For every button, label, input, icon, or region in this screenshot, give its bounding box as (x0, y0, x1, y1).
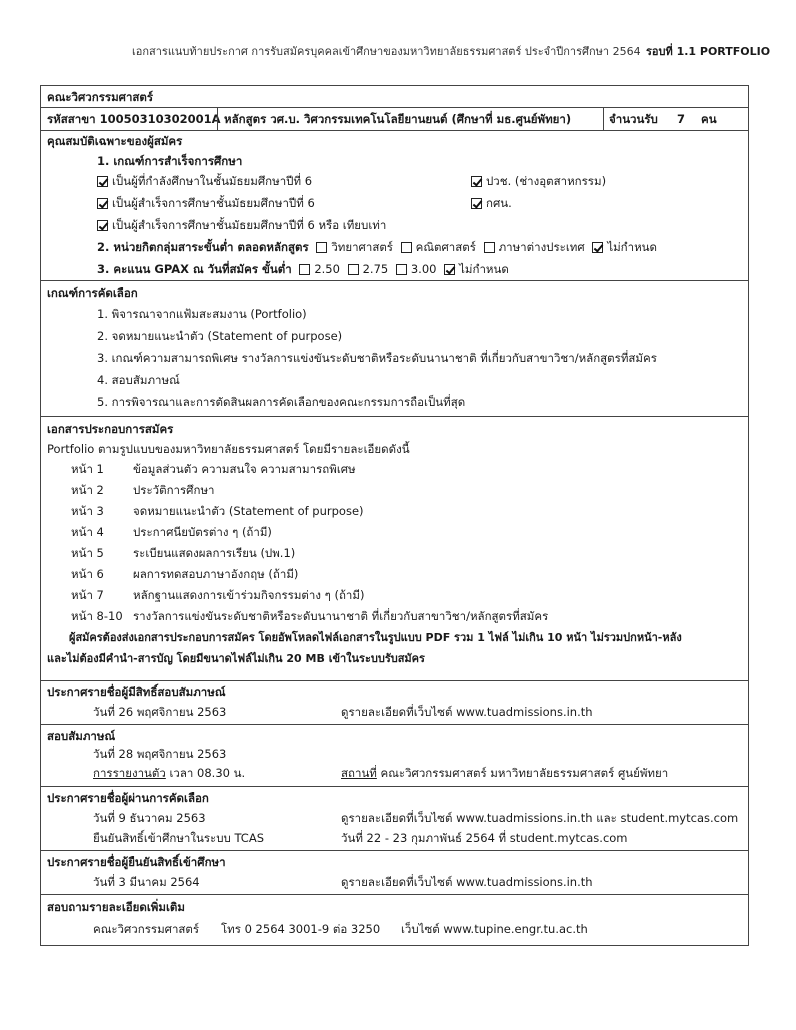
contact-section (41, 895, 748, 945)
interview-section (41, 725, 748, 787)
selection-section (41, 281, 748, 417)
doc-page-label: หน้า 5 (71, 546, 104, 560)
doc-page-desc: ประวัติการศึกษา (133, 483, 215, 497)
doc-page-label: หน้า 4 (71, 525, 104, 539)
confirm-announce-info: ดูรายละเอียดที่เว็บไซต์ www.tuadmissions.in.th (341, 875, 593, 889)
documents-title: เอกสารประกอบการสมัคร (47, 422, 174, 436)
doc-page-desc: ผลการทดสอบภาษาอังกฤษ (ถ้ามี) (133, 567, 299, 581)
edu-criteria-title: 1. เกณฑ์การสำเร็จการศึกษา (97, 154, 243, 168)
contact-faculty: คณะวิศวกรรมศาสตร์ (93, 922, 200, 936)
doc-page-desc: ระเบียนแสดงผลการเรียน (ปพ.1) (133, 546, 296, 560)
credits-title: 2. หน่วยกิตกลุ่มสาระขั้นต่ำ ตลอดหลักสูตร (97, 240, 309, 254)
doc-page-label: หน้า 7 (71, 588, 104, 602)
tcas-confirm: ยืนยันสิทธิ์เข้าศึกษาในระบบ TCAS (93, 831, 265, 845)
place: คณะวิศวกรรมศาสตร์ มหาวิทยาลัยธรรมศาสตร์ ศูนย์พัทยา (380, 766, 669, 780)
doc-page-desc: ข้อมูลส่วนตัว ความสนใจ ความสามารถพิเศษ (133, 462, 356, 476)
contact-phone: โทร 0 2564 3001-9 ต่อ 3250 (221, 922, 381, 936)
pass-announce-date: วันที่ 9 ธันวาคม 2563 (93, 811, 206, 825)
confirm-announce-title: ประกาศรายชื่อผู้ยืนยันสิทธิ์เข้าศึกษา (47, 855, 226, 869)
selection-title: เกณฑ์การคัดเลือก (47, 286, 138, 300)
checkbox[interactable] (471, 176, 482, 187)
contact-title: สอบถามรายละเอียดเพิ่มเติม (47, 900, 185, 914)
edu-option: กศน. (471, 195, 512, 211)
program-name: หลักสูตร วศ.บ. วิศวกรรมเทคโนโลยียานยนต์ (ศึกษาที่ มธ.ศูนย์พัทยา) (224, 112, 572, 126)
doc-page-label: หน้า 6 (71, 567, 104, 581)
doc-page-label: หน้า 8-10 (71, 609, 123, 623)
checkbox[interactable] (444, 264, 455, 275)
interview-announce-date: วันที่ 26 พฤศจิกายน 2563 (93, 705, 227, 719)
place-label: สถานที่ (341, 766, 377, 780)
checkbox[interactable] (97, 220, 108, 231)
contact-website[interactable]: เว็บไซต์ www.tupine.engr.tu.ac.th (401, 922, 588, 936)
checkbox[interactable] (484, 242, 495, 253)
pass-announce-info: ดูรายละเอียดที่เว็บไซต์ www.tuadmissions.in.th และ student.mytcas.com (341, 811, 739, 825)
doc-page-desc: หลักฐานแสดงการเข้าร่วมกิจกรรมต่าง ๆ (ถ้ามี) (133, 588, 365, 602)
selection-item: 4. สอบสัมภาษณ์ (97, 373, 180, 387)
gpax-title: 3. คะแนน GPAX ณ วันที่สมัคร ขั้นต่ำ (97, 262, 292, 276)
checkbox[interactable] (299, 264, 310, 275)
document-title: เอกสารแนบท้ายประกาศ การรับสมัครบุคคลเข้าศึกษาของมหาวิทยาลัยธรรมศาสตร์ ประจำปีการศึกษา 2564 (132, 45, 641, 58)
seats-label: จำนวนรับ (609, 112, 658, 126)
checkbox[interactable] (592, 242, 603, 253)
doc-page-label: หน้า 1 (71, 462, 104, 476)
checkbox[interactable] (396, 264, 407, 275)
doc-page-desc: ประกาศนียบัตรต่าง ๆ (ถ้ามี) (133, 525, 272, 539)
faculty-name: คณะวิศวกรรมศาสตร์ (47, 90, 154, 104)
doc-page-label: หน้า 2 (71, 483, 104, 497)
report-time-line (93, 765, 245, 781)
place-line (341, 765, 668, 781)
edu-option: เป็นผู้สำเร็จการศึกษาชั้นมัธยมศึกษาปีที่ 6 (97, 195, 315, 211)
doc-page-desc: รางวัลการแข่งขันระดับชาติหรือระดับนานาชาติ ที่เกี่ยวกับสาขาวิชา/หลักสูตรที่สมัคร (133, 609, 549, 623)
interview-announce-info: ดูรายละเอียดที่เว็บไซต์ www.tuadmissions.in.th (341, 705, 593, 719)
report-time: เวลา 08.30 น. (169, 766, 246, 780)
program-code: รหัสสาขา 10050310302001A (47, 112, 221, 126)
edu-option: ปวช. (ช่างอุตสาหกรรม) (471, 173, 606, 189)
interview-date: วันที่ 28 พฤศจิกายน 2563 (93, 747, 227, 761)
interview-title: สอบสัมภาษณ์ (47, 729, 116, 743)
page-header (0, 38, 796, 60)
faculty-row (41, 86, 748, 108)
confirm-announce-date: วันที่ 3 มีนาคม 2564 (93, 875, 200, 889)
round-label: รอบที่ 1.1 PORTFOLIO (646, 45, 771, 58)
tcas-confirm-date: วันที่ 22 - 23 กุมภาพันธ์ 2564 ที่ student.mytcas.com (341, 831, 628, 845)
program-row (41, 108, 748, 131)
selection-item: 2. จดหมายแนะนำตัว (Statement of purpose) (97, 329, 343, 343)
seats-unit: คน (701, 112, 717, 126)
gpax-line: 3. คะแนน GPAX ณ วันที่สมัคร ขั้นต่ำ 2.50 2.75 3.00 ไม่กำหนด (97, 262, 509, 276)
checkbox[interactable] (471, 198, 482, 209)
seats-count: 7 (677, 112, 686, 126)
credits-line: 2. หน่วยกิตกลุ่มสาระขั้นต่ำ ตลอดหลักสูตร วิทยาศาสตร์ คณิตศาสตร์ ภาษาต่างประเทศ ไม่กำหนด (97, 240, 658, 254)
submission-note-line1: ผู้สมัครต้องส่งเอกสารประกอบการสมัคร โดยอัพโหลดไฟล์เอกสารในรูปแบบ PDF รวม 1 ไฟล์ ไม่เกิน 10 หน้า ไม่รวมปกหน้า-หลัง (69, 631, 682, 644)
selection-item: 3. เกณฑ์ความสามารถพิเศษ รางวัลการแข่งขันระดับชาติหรือระดับนานาชาติ ที่เกี่ยวกับสาขาวิชา/หลักสูตรที่สมัคร (97, 351, 657, 365)
edu-option: เป็นผู้ที่กำลังศึกษาในชั้นมัธยมศึกษาปีที่ 6 (97, 173, 312, 189)
doc-page-label: หน้า 3 (71, 504, 104, 518)
program-table (40, 85, 749, 946)
doc-page-desc: จดหมายแนะนำตัว (Statement of purpose) (133, 504, 364, 518)
confirm-announce-section (41, 851, 748, 895)
checkbox[interactable] (97, 198, 108, 209)
selection-item: 5. การพิจารณาและการตัดสินผลการคัดเลือกของคณะกรรมการถือเป็นที่สุด (97, 395, 466, 409)
checkbox[interactable] (401, 242, 412, 253)
checkbox[interactable] (97, 176, 108, 187)
submission-note-line2: และไม่ต้องมีคำนำ-สารบัญ โดยมีขนาดไฟล์ไม่เกิน 20 MB เข้าในระบบรับสมัคร (47, 652, 425, 665)
documents-section (41, 417, 748, 681)
pass-announce-title: ประกาศรายชื่อผู้ผ่านการคัดเลือก (47, 791, 209, 805)
interview-announce-section (41, 681, 748, 725)
pass-announce-section (41, 787, 748, 851)
report-label: การรายงานตัว (93, 766, 166, 780)
qualifications-section (41, 131, 748, 281)
interview-announce-title: ประกาศรายชื่อผู้มีสิทธิ์สอบสัมภาษณ์ (47, 685, 226, 699)
qualifications-title: คุณสมบัติเฉพาะของผู้สมัคร (47, 134, 183, 148)
selection-item: 1. พิจารณาจากแฟ้มสะสมงาน (Portfolio) (97, 307, 307, 321)
checkbox[interactable] (348, 264, 359, 275)
checkbox[interactable] (316, 242, 327, 253)
documents-intro: Portfolio ตามรูปแบบของมหาวิทยาลัยธรรมศาสตร์ โดยมีรายละเอียดดังนี้ (47, 442, 410, 456)
edu-option: เป็นผู้สำเร็จการศึกษาชั้นมัธยมศึกษาปีที่ 6 หรือ เทียบเท่า (97, 217, 386, 233)
